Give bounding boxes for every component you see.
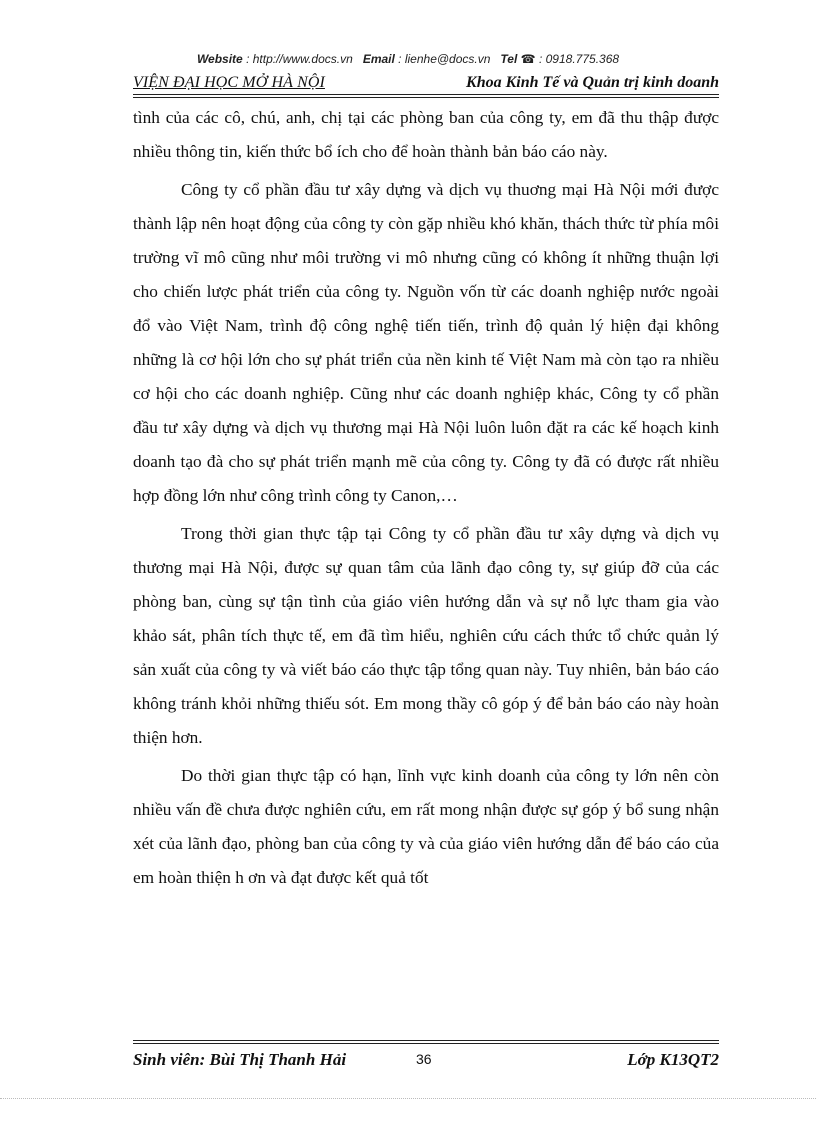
footer-divider	[133, 1040, 719, 1044]
page-number: 36	[416, 1051, 432, 1067]
header-divider	[133, 94, 719, 98]
document-body	[133, 101, 719, 899]
telephone-icon: ☎	[520, 52, 536, 66]
website-contact-line	[0, 52, 816, 66]
email-value[interactable]: : lienhe@docs.vn	[398, 52, 491, 66]
paragraph: Trong thời gian thực tập tại Công ty cổ phần đầu tư xây dựng và dịch vụ thương mại Hà Nội, được sự quan tâm của lãnh đạo công ty, sự giúp đỡ của các phòng ban, cùng sự tận tình của giáo viên hướng dẫn và sự nỗ lực tham gia vào khảo sát, phân tích thực tế, em đã tìm hiểu, nghiên cứu cách thức tổ chức quản lý sản xuất của công ty và viết báo cáo thực tập tổng quan này. Tuy nhiên, bản báo cáo không tránh khỏi những thiếu sót. Em mong thầy cô góp ý để bản báo cáo này hoàn thiện hơn.	[133, 524, 719, 747]
tel-value: : 0918.775.368	[538, 52, 620, 66]
tel-label: Tel	[500, 52, 518, 66]
student-name: Sinh viên: Bùi Thị Thanh Hải	[133, 1050, 347, 1069]
page-footer	[133, 1050, 719, 1074]
email-label: Email	[362, 52, 395, 66]
paragraph: tình của các cô, chú, anh, chị tại các phòng ban của công ty, em đã thu thập được nhiều thông tin, kiến thức bổ ích cho để hoàn thành bản báo cáo này.	[133, 108, 719, 161]
faculty-name: Khoa Kinh Tế và Quản trị kinh doanh	[466, 74, 719, 91]
website-value[interactable]: : http://www.docs.vn	[246, 52, 353, 66]
institute-name: VIỆN ĐẠI HỌC MỞ HÀ NỘI	[133, 74, 325, 91]
class-code: Lớp K13QT2	[627, 1050, 719, 1069]
paragraph: Do thời gian thực tập có hạn, lĩnh vực kinh doanh của công ty lớn nên còn nhiều vấn đề chưa được nghiên cứu, em rất mong nhận được sự góp ý bổ sung nhận xét của lãnh đạo, phòng ban của công ty và của giáo viên hướng dẫn để báo cáo của em hoàn thiện h ơn và đạt được kết quả tốt	[133, 766, 719, 887]
page-bottom-separator	[0, 1098, 816, 1099]
page-header	[133, 72, 719, 94]
paragraph: Công ty cổ phần đầu tư xây dựng và dịch vụ thuơng mại Hà Nội mới được thành lập nên hoạt động của công ty còn gặp nhiều khó khăn, thách thức từ phía môi trường vĩ mô cũng như môi trường vi mô nhưng cũng có không ít những thuận lợi cho chiến lược phát triển của công ty. Nguồn vốn từ các doanh nghiệp nước ngoài đổ vào Việt Nam, trình độ công nghệ tiến tiến, trình độ quản lý hiện đại không những là cơ hội lớn cho sự phát triển của nền kinh tế Việt Nam mà còn tạo ra nhiều cơ hội cho các doanh nghiệp. Cũng như các doanh nghiệp khác, Công ty cổ phần đầu tư xây dựng và dịch vụ thương mại Hà Nội luôn luôn đặt ra các kế hoạch kinh doanh tạo đà cho sự phát triển mạnh mẽ của công ty. Công ty đã có được rất nhiều hợp đồng lớn như công trình công ty Canon,…	[133, 180, 719, 505]
website-label: Website	[196, 52, 243, 66]
